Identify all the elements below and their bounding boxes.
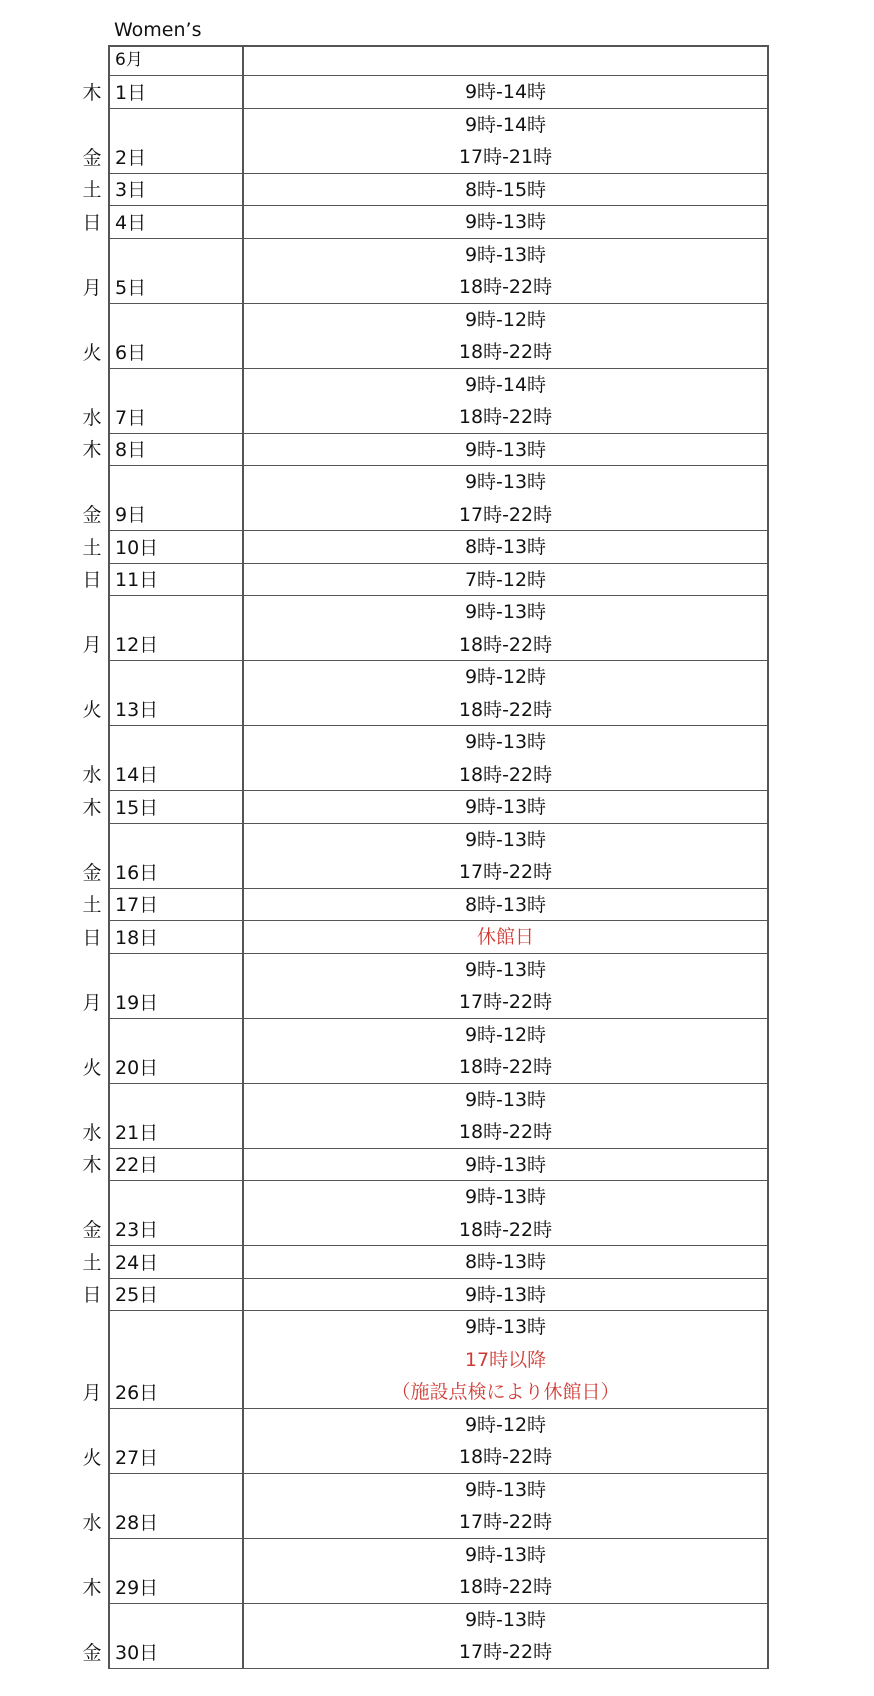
date-cell: 12日 xyxy=(108,596,244,660)
weekday-label: 月 xyxy=(82,1381,102,1404)
day-row xyxy=(82,1279,769,1312)
day-row xyxy=(82,1604,769,1669)
hours-cell xyxy=(244,1539,769,1603)
hours-cell xyxy=(244,596,769,660)
hours-cell xyxy=(244,174,769,206)
schedule-title: Women’s xyxy=(114,19,202,41)
date-cell: 9日 xyxy=(108,466,244,530)
date-cell: 18日 xyxy=(108,921,244,953)
hours-text: 9時-12時 xyxy=(464,666,547,688)
closed-notice: （施設点検により休館日） xyxy=(391,1381,620,1403)
date-cell: 25日 xyxy=(108,1279,244,1311)
schedule-table xyxy=(82,45,769,1669)
weekday-label: 火 xyxy=(82,1446,102,1469)
date-cell: 4日 xyxy=(108,206,244,238)
hours-cell xyxy=(244,1149,769,1181)
weekday-label: 日 xyxy=(82,926,102,949)
day-row xyxy=(82,726,769,791)
hours-text: 9時-13時 xyxy=(464,731,547,753)
hours-cell xyxy=(244,661,769,725)
hours-text: 8時-13時 xyxy=(464,536,547,558)
hours-text: 9時-13時 xyxy=(464,601,547,623)
date-cell: 15日 xyxy=(108,791,244,823)
hours-text: 18時-22時 xyxy=(458,633,553,656)
date-cell: 22日 xyxy=(108,1149,244,1181)
hours-text: 9時-13時 xyxy=(464,1088,547,1111)
hours-text: 9時-13時 xyxy=(464,1478,547,1501)
hours-cell xyxy=(244,369,769,433)
day-row xyxy=(82,889,769,922)
weekday-label: 日 xyxy=(82,1284,102,1306)
hours-cell xyxy=(244,1084,769,1148)
hours-text: 18時-22時 xyxy=(458,1446,553,1468)
date-cell: 29日 xyxy=(108,1539,244,1603)
hours-text: 9時-13時 xyxy=(464,1153,547,1176)
day-row xyxy=(82,174,769,207)
date-cell: 2日 xyxy=(108,109,244,173)
hours-text: 18時-22時 xyxy=(458,406,553,428)
weekday-label: 水 xyxy=(82,1121,102,1144)
hours-cell xyxy=(244,1474,769,1538)
day-row xyxy=(82,1311,769,1409)
day-row xyxy=(82,434,769,467)
weekday-label: 土 xyxy=(82,179,102,201)
hours-text: 17時-22時 xyxy=(458,991,553,1013)
weekday-label: 金 xyxy=(82,1641,102,1664)
weekday-label: 月 xyxy=(82,276,102,299)
hours-text: 8時-13時 xyxy=(464,1251,547,1273)
date-cell: 17日 xyxy=(108,889,244,921)
date-cell: 8日 xyxy=(108,434,244,466)
day-row xyxy=(82,1019,769,1084)
day-row xyxy=(82,1409,769,1474)
hours-text: 18時-22時 xyxy=(458,698,553,721)
weekday-label: 土 xyxy=(82,536,102,559)
hours-text: 17時-22時 xyxy=(458,861,553,883)
hours-cell xyxy=(244,1181,769,1245)
weekday-label: 日 xyxy=(82,211,102,234)
date-cell: 19日 xyxy=(108,954,244,1018)
hours-text: 9時-13時 xyxy=(464,1283,547,1306)
day-row xyxy=(82,1246,769,1279)
hours-cell xyxy=(244,206,769,238)
day-row xyxy=(82,76,769,109)
hours-cell xyxy=(244,531,769,563)
date-cell: 3日 xyxy=(108,174,244,206)
date-cell: 14日 xyxy=(108,726,244,790)
date-cell: 13日 xyxy=(108,661,244,725)
hours-text: 9時-13時 xyxy=(464,211,547,233)
hours-text: 9時-14時 xyxy=(464,113,547,136)
weekday-label: 水 xyxy=(82,1511,102,1534)
day-row xyxy=(82,109,769,174)
hours-text: 8時-15時 xyxy=(464,178,547,201)
day-row xyxy=(82,564,769,597)
day-row xyxy=(82,304,769,369)
date-cell: 1日 xyxy=(108,76,244,108)
hours-text: 9時-13時 xyxy=(464,1608,547,1631)
weekday-label: 金 xyxy=(82,504,102,526)
hours-text: 9時-14時 xyxy=(464,81,547,103)
date-cell: 30日 xyxy=(108,1604,244,1668)
weekday-label: 土 xyxy=(82,1251,102,1274)
day-row xyxy=(82,531,769,564)
weekday-label: 月 xyxy=(82,634,102,656)
weekday-label: 月 xyxy=(82,991,102,1014)
date-cell: 10日 xyxy=(108,531,244,563)
day-row xyxy=(82,1474,769,1539)
hours-text: 8時-13時 xyxy=(464,893,547,916)
month-label: 6月 xyxy=(108,47,244,75)
date-cell: 7日 xyxy=(108,369,244,433)
weekday-label: 水 xyxy=(82,764,102,786)
hours-text: 9時-12時 xyxy=(464,1413,547,1436)
date-cell: 6日 xyxy=(108,304,244,368)
weekday-label: 火 xyxy=(82,341,102,364)
hours-text: 9時-14時 xyxy=(464,373,547,396)
hours-text: 9時-13時 xyxy=(464,1186,547,1208)
weekday-label: 木 xyxy=(82,81,102,104)
hours-text: 18時-22時 xyxy=(458,763,553,786)
hours-text: 7時-12時 xyxy=(464,568,547,591)
hours-cell xyxy=(244,1604,769,1668)
hours-cell xyxy=(244,1019,769,1083)
day-row xyxy=(82,1539,769,1604)
hours-text: 17時-22時 xyxy=(458,1641,553,1663)
hours-text: 9時-13時 xyxy=(464,828,547,851)
hours-cell xyxy=(244,434,769,466)
hours-cell xyxy=(244,921,769,953)
hours-text: 9時-12時 xyxy=(464,1023,547,1046)
day-row xyxy=(82,206,769,239)
weekday-label: 金 xyxy=(82,146,102,169)
day-row xyxy=(82,596,769,661)
hours-text: 18時-22時 xyxy=(458,1218,553,1241)
weekday-label: 木 xyxy=(82,796,102,819)
hours-text: 9時-13時 xyxy=(464,958,547,981)
weekday-label: 金 xyxy=(82,861,102,884)
hours-text: 17時-22時 xyxy=(458,1511,553,1533)
weekday-label: 金 xyxy=(82,1219,102,1241)
hours-text: 18時-22時 xyxy=(458,276,553,298)
date-cell: 28日 xyxy=(108,1474,244,1538)
hours-cell xyxy=(244,1311,769,1408)
weekday-label: 水 xyxy=(82,406,102,429)
hours-text: 9時-13時 xyxy=(464,243,547,266)
weekday-label: 日 xyxy=(82,569,102,591)
hours-text: 9時-13時 xyxy=(464,796,547,818)
hours-cell xyxy=(244,239,769,303)
weekday-label: 木 xyxy=(82,439,102,461)
hours-cell xyxy=(244,726,769,790)
day-row xyxy=(82,1149,769,1182)
closed-notice: 17時以降 xyxy=(464,1348,547,1371)
day-row xyxy=(82,824,769,889)
hours-cell xyxy=(244,1246,769,1278)
hours-text: 17時-22時 xyxy=(458,503,553,526)
hours-cell xyxy=(244,954,769,1018)
hours-text: 9時-12時 xyxy=(464,308,547,331)
hours-cell xyxy=(244,564,769,596)
day-row xyxy=(82,921,769,954)
day-row xyxy=(82,791,769,824)
hours-text: 18時-22時 xyxy=(458,341,553,363)
weekday-label: 火 xyxy=(82,1056,102,1079)
hours-text: 18時-22時 xyxy=(458,1056,553,1078)
hours-text: 9時-13時 xyxy=(464,1316,547,1338)
hours-text: 9時-13時 xyxy=(464,471,547,493)
hours-cell xyxy=(244,1279,769,1311)
hours-text: 18時-22時 xyxy=(458,1121,553,1143)
hours-cell xyxy=(244,76,769,108)
date-cell: 23日 xyxy=(108,1181,244,1245)
date-cell: 20日 xyxy=(108,1019,244,1083)
hours-text: 9時-13時 xyxy=(464,1543,547,1566)
day-row xyxy=(82,369,769,434)
weekday-label: 土 xyxy=(82,894,102,916)
date-cell: 11日 xyxy=(108,564,244,596)
hours-cell xyxy=(244,824,769,888)
day-row xyxy=(82,1181,769,1246)
hours-cell xyxy=(244,791,769,823)
month-header-empty-cell xyxy=(244,47,769,75)
weekday-label: 木 xyxy=(82,1154,102,1176)
day-row xyxy=(82,1084,769,1149)
date-cell: 21日 xyxy=(108,1084,244,1148)
date-cell: 24日 xyxy=(108,1246,244,1278)
day-row xyxy=(82,239,769,304)
day-rows xyxy=(82,76,769,1669)
weekday-label: 木 xyxy=(82,1576,102,1599)
hours-cell xyxy=(244,466,769,530)
hours-cell xyxy=(244,889,769,921)
hours-text: 18時-22時 xyxy=(458,1576,553,1598)
date-cell: 16日 xyxy=(108,824,244,888)
hours-text: 9時-13時 xyxy=(464,438,547,461)
closed-notice: 休館日 xyxy=(476,926,534,948)
date-cell: 27日 xyxy=(108,1409,244,1473)
hours-cell xyxy=(244,109,769,173)
date-cell: 5日 xyxy=(108,239,244,303)
date-cell: 26日 xyxy=(108,1311,244,1408)
month-header-row xyxy=(108,45,769,76)
day-row xyxy=(82,954,769,1019)
hours-cell xyxy=(244,304,769,368)
day-row xyxy=(82,661,769,726)
weekday-label: 火 xyxy=(82,699,102,721)
hours-text: 17時-21時 xyxy=(458,146,553,168)
hours-cell xyxy=(244,1409,769,1473)
day-row xyxy=(82,466,769,531)
